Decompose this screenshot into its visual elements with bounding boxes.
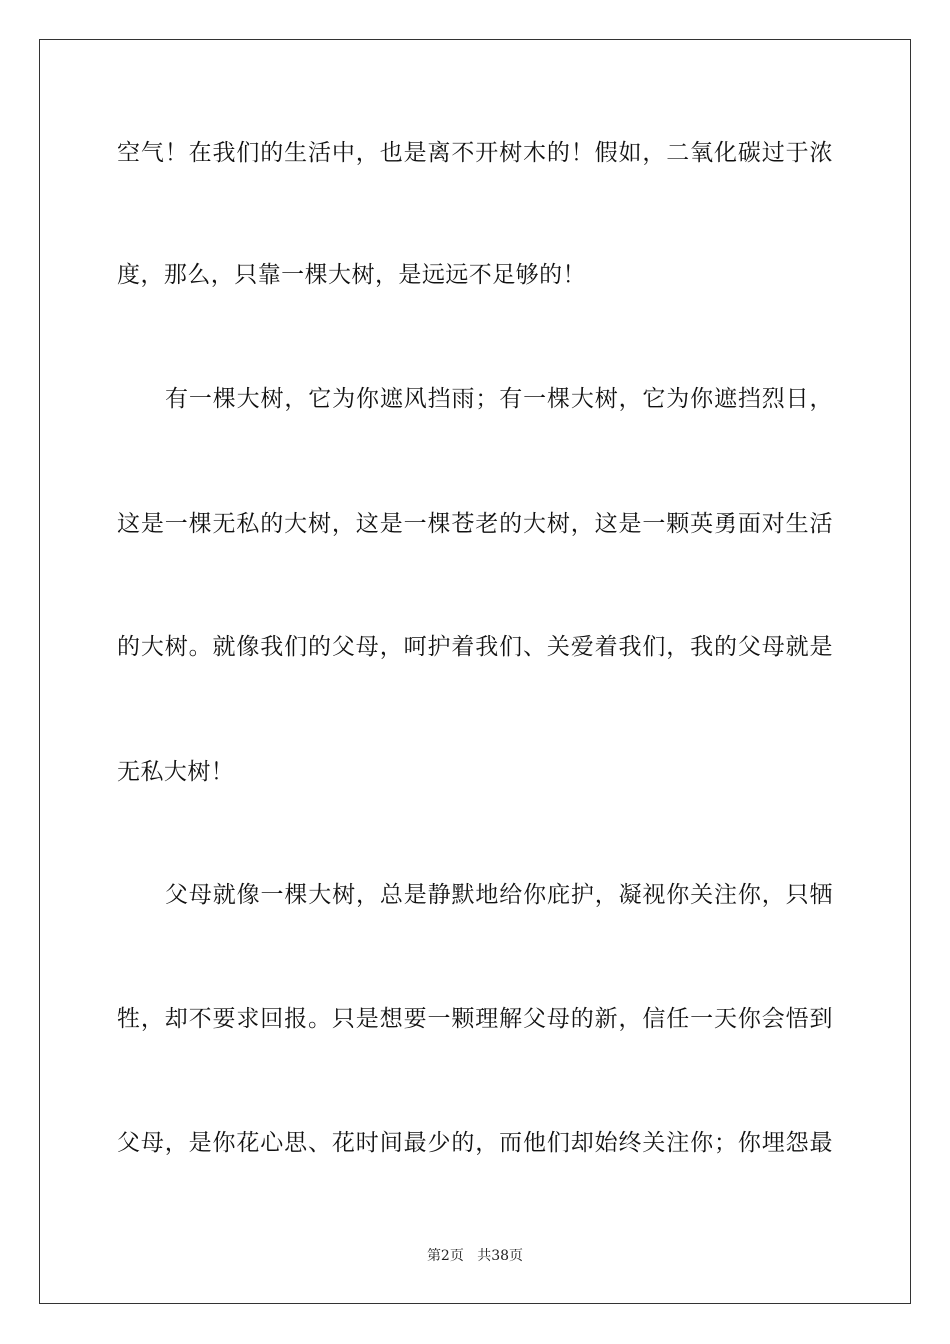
text-line-2: 度，那么，只靠一棵大树，是远远不足够的！ (117, 262, 586, 288)
text-line-5: 的大树。就像我们的父母，呵护着我们、关爱着我们，我的父母就是 (117, 634, 833, 660)
page-total: 共38页 (477, 1248, 524, 1264)
paragraph-start-line-3: 有一棵大树，它为你遮风挡雨；有一棵大树，它为你遮挡烈日， (165, 386, 833, 412)
page-border (39, 39, 911, 1304)
text-line-8: 牲，却不要求回报。只是想要一颗理解父母的新，信任一天你会悟到 (117, 1006, 833, 1032)
text-line-4: 这是一棵无私的大树，这是一棵苍老的大树，这是一颗英勇面对生活 (117, 511, 833, 537)
paragraph-start-line-7: 父母就像一棵大树，总是静默地给你庇护，凝视你关注你，只牺 (165, 882, 833, 908)
text-line-9: 父母，是你花心思、花时间最少的，而他们却始终关注你；你埋怨最 (117, 1130, 833, 1156)
page-footer (0, 1246, 950, 1266)
text-line-1: 空气！在我们的生活中，也是离不开树木的！假如，二氧化碳过于浓 (117, 140, 833, 166)
page-number: 第2页 (426, 1248, 464, 1264)
text-line-6: 无私大树！ (117, 759, 235, 785)
